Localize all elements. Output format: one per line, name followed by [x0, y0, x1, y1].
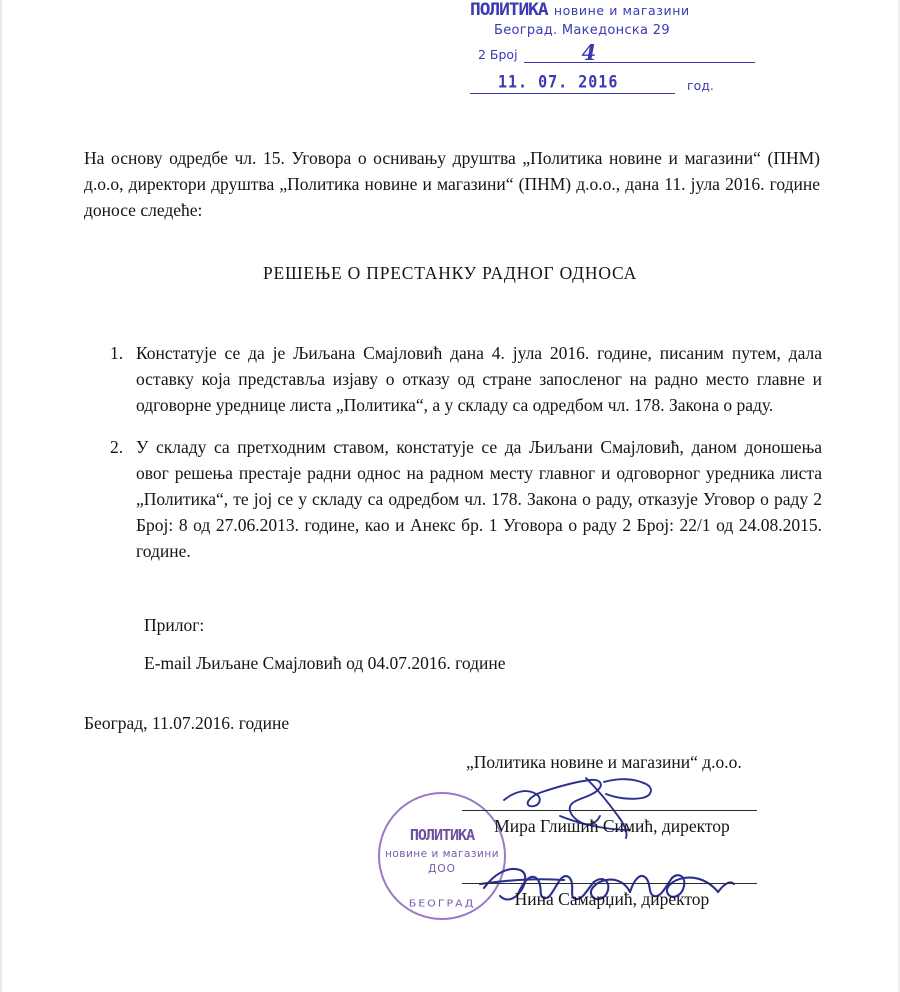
signature-line [462, 810, 757, 811]
round-stamp-legal-form: ДОО [428, 863, 456, 875]
header-rubber-stamp [470, 0, 755, 94]
header-stamp-number-label: 2 Број [478, 47, 518, 62]
header-stamp-number-rule [524, 40, 755, 65]
clause-list [110, 340, 822, 580]
clause-number: 2. [110, 437, 124, 457]
intro-paragraph: На основу одредбе чл. 15. Уговора о оснивању друштва „Политика новине и магазини“ (ПНМ) д.о.о, директори друштва „Политика новине и магазини“ (ПНМ) д.о.о., дана 11. јула 2016. године доносе следеће: [84, 148, 820, 220]
header-stamp-year-label: год. [687, 78, 714, 93]
header-stamp-brand-suffix: новине и магазини [553, 3, 690, 18]
signature-block-1 [462, 810, 762, 837]
attachment-item: E-mail Љиљане Смајловић од 04.07.2016. године [144, 653, 506, 673]
header-stamp-date-rule [470, 72, 675, 94]
header-stamp-date-row [470, 72, 755, 94]
signature-block-2 [462, 883, 762, 910]
header-stamp-date-value: 11. 07. 2016 [498, 72, 619, 92]
round-stamp-city: БЕОГРАД [408, 897, 476, 910]
header-stamp-brand: ПОЛИТИКА [470, 0, 548, 20]
clause-number: 1. [110, 343, 124, 363]
signature-company-name: „Политика новине и магазини“ д.о.о. [466, 752, 742, 772]
header-stamp-title-row [470, 0, 755, 20]
attachment-label: Прилог: [144, 615, 205, 635]
round-stamp-subtitle: новине и магазини [384, 848, 500, 860]
signer-name: Нина Самарџић, директор [514, 889, 710, 909]
header-stamp-number-row [478, 40, 755, 65]
place-and-date: Београд, 11.07.2016. године [84, 713, 290, 733]
header-stamp-number-value: 4 [581, 40, 596, 65]
clause-item [110, 434, 822, 564]
header-stamp-address: Београд. Македонска 29 [494, 23, 670, 38]
clause-text: Констатује се да је Љиљана Смајловић дана 4. јула 2016. године, писаним путем, дала оставку која представља изјаву о отказу од стране запосленог на радно место главне и одговорне уреднице листа „Политика“, а у складу са одредбом чл. 178. Закона о раду. [136, 343, 822, 415]
signer-name: Мира Глишић Симић, директор [494, 816, 730, 836]
signature-line [462, 883, 757, 884]
clause-item [110, 340, 822, 418]
round-stamp-brand: ПОЛИТИКА [409, 826, 475, 844]
document-title: РЕШЕЊЕ О ПРЕСТАНКУ РАДНОГ ОДНОСА [262, 263, 638, 283]
clause-text: У складу са претходним ставом, констатује се да Љиљани Смајловић, даном доношења овог решења престаје радни однос на радном месту главног и одговорног уредника листа „Политика“, те јој се у складу са одредбом чл. 178. Закона о раду, отказује Уговор о раду 2 Број: 8 од 27.06.2013. године, као и Анекс бр. 1 Уговора о раду 2 Број: 22/1 од 24.08.2015. године. [136, 437, 822, 561]
